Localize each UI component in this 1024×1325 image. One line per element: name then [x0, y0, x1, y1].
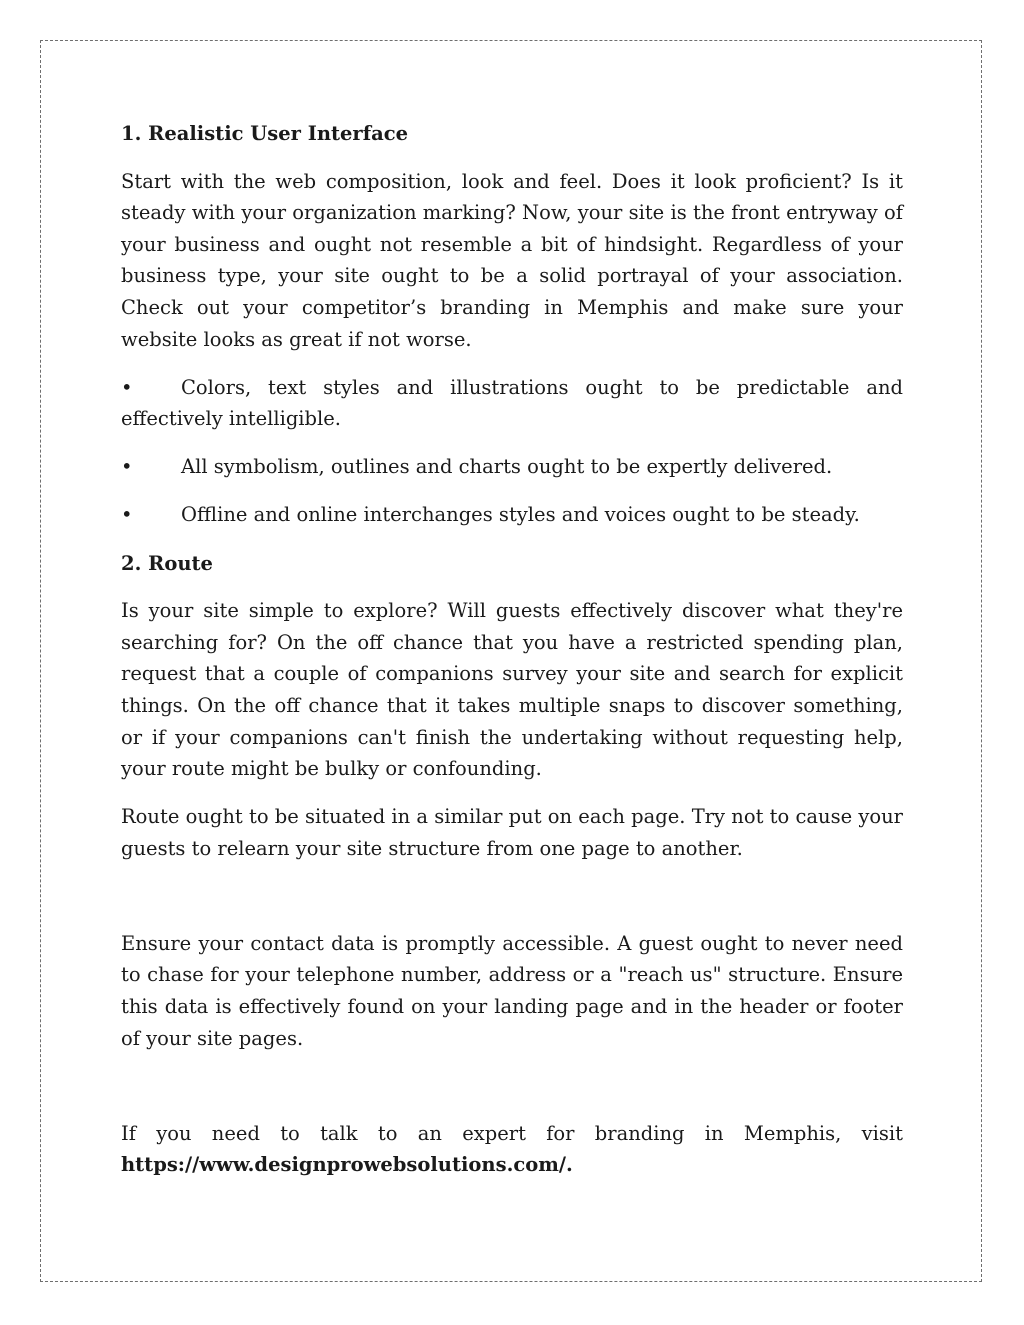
bullet-text: Offline and online interchanges styles and voices ought to be steady. [181, 503, 860, 527]
spacer [121, 881, 903, 928]
bullet-icon: • [121, 375, 133, 399]
bullet-item [121, 499, 903, 531]
bullet-text: All symbolism, outlines and charts ought to be expertly delivered. [181, 455, 833, 479]
bullet-icon: • [121, 455, 133, 479]
closing-paragraph [121, 1118, 903, 1181]
section-2-heading: 2. Route [121, 551, 213, 575]
bullet-text: Colors, text styles and illustrations ought to be predictable and effectively intelligible. [121, 375, 903, 431]
document-content [121, 118, 903, 1197]
section-1-paragraph: Start with the web composition, look and feel. Does it look proficient? Is it steady with your organization marking? Now, your site is the front entryway of your business and ought not resemble a bit of hindsight. Regardless of your business type, your site ought to be a solid portrayal of your association. Check out your competitor’s branding in Memphis and make sure your website looks as great if not worse. [121, 169, 903, 351]
closing-text: If you need to talk to an expert for branding in Memphis, visit [121, 1121, 903, 1145]
spacer [121, 1071, 903, 1118]
bullet-item [121, 451, 903, 483]
bullet-icon: • [121, 503, 133, 527]
bullet-item [121, 372, 903, 435]
section-2-paragraph-2: Route ought to be situated in a similar put on each page. Try not to cause your guests to relearn your site structure from one page to another. [121, 805, 903, 860]
section-2-paragraph-1: Is your site simple to explore? Will guests effectively discover what they're searching for? On the off chance that you have a restricted spending plan, request that a couple of companions survey your site and search for explicit things. On the off chance that it takes multiple snaps to discover something, or if your companions can't finish the undertaking without requesting help, your route might be bulky or confounding. [121, 599, 903, 781]
website-link[interactable]: https://www.designprowebsolutions.com/. [121, 1153, 573, 1177]
section-1-heading: 1. Realistic User Interface [121, 122, 409, 145]
contact-paragraph: Ensure your contact data is promptly accessible. A guest ought to never need to chase for your telephone number, address or a "reach us" structure. Ensure this data is effectively found on your landing page and in the header or footer of your site pages. [121, 931, 903, 1050]
